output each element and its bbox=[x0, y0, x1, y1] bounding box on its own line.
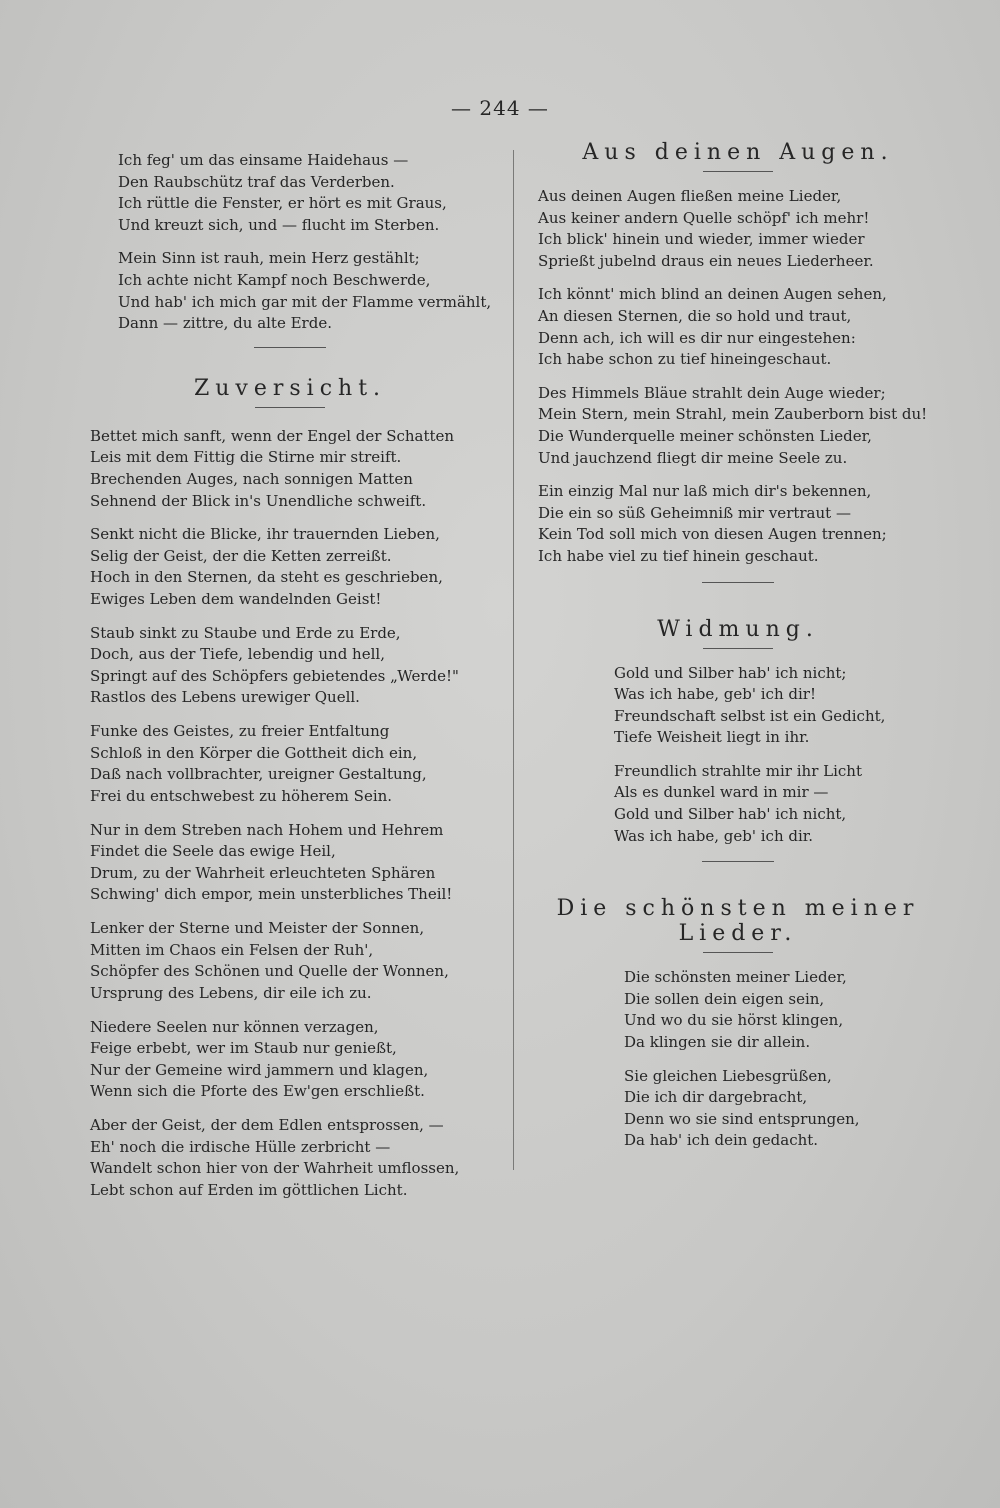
verse-line: Was ich habe, geb' ich dir. bbox=[614, 826, 814, 845]
verse-line: Eh' noch die irdische Hülle zerbricht — bbox=[90, 1137, 391, 1156]
stanza bbox=[528, 967, 948, 1053]
stanza bbox=[90, 721, 490, 807]
poem-title: Zuversicht. bbox=[193, 375, 387, 401]
verse-line: Ein einzig Mal nur laß mich dir's bekennen, bbox=[538, 482, 872, 501]
verse-line: Wenn sich die Pforte des Ew'gen erschließt. bbox=[90, 1082, 425, 1101]
verse-line: Mein Stern, mein Strahl, mein Zauberborn bist du! bbox=[538, 405, 928, 424]
verse-line: Frei du entschwebest zu höherem Sein. bbox=[90, 786, 393, 805]
verse-line: Denn ach, ich will es dir nur eingestehen: bbox=[538, 328, 856, 347]
verse-line: Die ein so süß Geheimniß mir vertraut — bbox=[538, 503, 851, 522]
verse-line: Niedere Seelen nur können verzagen, bbox=[90, 1017, 379, 1036]
verse-line: Denn wo sie sind entsprungen, bbox=[624, 1109, 860, 1128]
poem bbox=[90, 376, 490, 1202]
verse-line: Als es dunkel ward in mir — bbox=[614, 783, 829, 802]
verse-line: Sehnend der Blick in's Unendliche schweift. bbox=[90, 491, 427, 510]
verse-line: Und wo du sie hörst klingen, bbox=[624, 1011, 844, 1030]
verse-line: Ich rüttle die Fenster, er hört es mit Graus, bbox=[118, 194, 447, 213]
stanza bbox=[528, 1066, 948, 1152]
verse-line: Senkt nicht die Blicke, ihr trauernden Lieben, bbox=[90, 525, 440, 544]
verse-line: Funke des Geistes, zu freier Entfaltung bbox=[90, 722, 390, 741]
verse-line: Freundlich strahlte mir ihr Licht bbox=[614, 761, 862, 780]
verse-line: Aus deinen Augen fließen meine Lieder, bbox=[538, 187, 842, 205]
verse-line: Die schönsten meiner Lieder, bbox=[624, 968, 847, 987]
verse-line: Ich blick' hinein und wieder, immer wieder bbox=[538, 230, 865, 249]
verse-line: Ursprung des Lebens, dir eile ich zu. bbox=[90, 983, 372, 1002]
verse-line: Ewiges Leben dem wandelnden Geist! bbox=[90, 590, 382, 608]
section-divider bbox=[254, 347, 326, 348]
verse-line: Sie gleichen Liebesgrüßen, bbox=[624, 1066, 832, 1085]
verse-line: Findet die Seele das ewige Heil, bbox=[90, 842, 336, 861]
poem bbox=[528, 896, 948, 1152]
verse-line: Aber der Geist, der dem Edlen entsprossen, — bbox=[90, 1116, 444, 1135]
verse-line: Lebt schon auf Erden im göttlichen Licht. bbox=[90, 1180, 408, 1199]
verse-line: Die sollen dein eigen sein, bbox=[624, 989, 825, 1008]
verse-line: Feige erbebt, wer im Staub nur genießt, bbox=[90, 1039, 397, 1058]
title-underline bbox=[703, 952, 773, 953]
stanza bbox=[528, 761, 948, 847]
verse-line: Aus keiner andern Quelle schöpf' ich mehr! bbox=[538, 208, 870, 227]
verse-line: Nur der Gemeine wird jammern und klagen, bbox=[90, 1060, 429, 1079]
stanza bbox=[90, 820, 490, 906]
stanza bbox=[90, 1115, 490, 1201]
verse-line: Was ich habe, geb' ich dir! bbox=[614, 685, 816, 704]
verse-line: Schloß in den Körper die Gottheit dich ein, bbox=[90, 743, 418, 762]
verse-line: Des Himmels Bläue strahlt dein Auge wieder; bbox=[538, 383, 886, 402]
verse-line: Schwing' dich empor, mein unsterbliches Theil! bbox=[90, 885, 453, 904]
verse-line: Gold und Silber hab' ich nicht; bbox=[614, 663, 847, 682]
verse-line: Nur in dem Streben nach Hohem und Hehrem bbox=[90, 820, 444, 839]
verse-line: Ich achte nicht Kampf noch Beschwerde, bbox=[118, 270, 431, 289]
poem-continuation bbox=[90, 150, 490, 335]
verse-line: Lenker der Sterne und Meister der Sonnen, bbox=[90, 919, 425, 938]
section-divider bbox=[702, 861, 774, 862]
verse-line: Ich habe schon zu tief hineingeschaut. bbox=[538, 350, 832, 369]
section-divider bbox=[702, 582, 774, 583]
verse-line: Die ich dir dargebracht, bbox=[624, 1088, 808, 1107]
column-divider bbox=[513, 150, 514, 1170]
title-underline bbox=[703, 171, 773, 172]
verse-line: Ich könnt' mich blind an deinen Augen sehen, bbox=[538, 285, 887, 304]
verse-line: Selig der Geist, der die Ketten zerreißt. bbox=[90, 546, 392, 565]
poem-title: Aus deinen Augen. bbox=[582, 140, 894, 165]
verse-line: Ich feg' um das einsame Haidehaus — bbox=[118, 151, 409, 169]
stanza bbox=[90, 524, 490, 610]
verse-line: Ich habe viel zu tief hinein geschaut. bbox=[538, 546, 819, 565]
verse-line: Hoch in den Sternen, da steht es geschrieben, bbox=[90, 568, 443, 587]
title-underline bbox=[255, 407, 325, 408]
verse-line: Da hab' ich dein gedacht. bbox=[624, 1131, 819, 1150]
verse-line: Kein Tod soll mich von diesen Augen trennen; bbox=[538, 525, 887, 544]
verse-line: Brechenden Auges, nach sonnigen Matten bbox=[90, 469, 413, 488]
verse-line: Den Raubschütz traf das Verderben. bbox=[118, 172, 395, 191]
verse-line: Sprießt jubelnd draus ein neues Liederheer. bbox=[538, 251, 874, 270]
verse-line: Und kreuzt sich, und — flucht im Sterben. bbox=[118, 215, 440, 234]
left-column bbox=[90, 150, 490, 1214]
stanza bbox=[90, 426, 490, 512]
verse-line: Dann — zittre, du alte Erde. bbox=[118, 314, 332, 333]
verse-line: Bettet mich sanft, wenn der Engel der Schatten bbox=[90, 426, 455, 445]
stanza bbox=[528, 186, 948, 272]
stanza bbox=[528, 663, 948, 749]
verse-line: Und hab' ich mich gar mit der Flamme vermählt, bbox=[118, 292, 492, 311]
verse-line: Leis mit dem Fittig die Stirne mir streift. bbox=[90, 448, 402, 467]
verse-line: Die Wunderquelle meiner schönsten Lieder, bbox=[538, 426, 872, 445]
verse-line: Staub sinkt zu Staube und Erde zu Erde, bbox=[90, 623, 401, 642]
stanza bbox=[528, 383, 948, 469]
verse-line: Freundschaft selbst ist ein Gedicht, bbox=[614, 706, 886, 725]
poem-title: Widmung. bbox=[657, 616, 819, 642]
verse-line: Mitten im Chaos ein Felsen der Ruh', bbox=[90, 940, 374, 959]
verse-line: An diesen Sternen, die so hold und traut, bbox=[538, 306, 852, 325]
title-underline bbox=[703, 648, 773, 649]
verse-line: Rastlos des Lebens urewiger Quell. bbox=[90, 688, 360, 707]
verse-line: Und jauchzend fliegt dir meine Seele zu. bbox=[538, 448, 848, 467]
verse-line: Daß nach vollbrachter, ureigner Gestaltung, bbox=[90, 765, 427, 784]
stanza bbox=[90, 1017, 490, 1103]
stanza bbox=[90, 248, 490, 334]
stanza bbox=[90, 918, 490, 1004]
poem bbox=[528, 140, 948, 568]
verse-line: Springt auf des Schöpfers gebietendes „Werde!" bbox=[90, 666, 459, 685]
stanza bbox=[528, 284, 948, 370]
verse-line: Tiefe Weisheit liegt in ihr. bbox=[614, 728, 810, 747]
right-column bbox=[528, 140, 948, 1164]
verse-line: Doch, aus der Tiefe, lebendig und hell, bbox=[90, 645, 385, 664]
poem-title: Die schönsten meiner Lieder. bbox=[556, 896, 920, 947]
page-number: — 244 — bbox=[451, 96, 549, 120]
verse-line: Da klingen sie dir allein. bbox=[624, 1033, 811, 1052]
poem bbox=[528, 617, 948, 848]
stanza bbox=[90, 150, 490, 236]
verse-line: Gold und Silber hab' ich nicht, bbox=[614, 805, 847, 824]
verse-line: Mein Sinn ist rauh, mein Herz gestählt; bbox=[118, 249, 420, 268]
stanza bbox=[90, 623, 490, 709]
stanza bbox=[528, 481, 948, 567]
verse-line: Wandelt schon hier von der Wahrheit umflossen, bbox=[90, 1159, 460, 1178]
verse-line: Drum, zu der Wahrheit erleuchteten Sphären bbox=[90, 863, 436, 882]
verse-line: Schöpfer des Schönen und Quelle der Wonnen, bbox=[90, 962, 449, 981]
